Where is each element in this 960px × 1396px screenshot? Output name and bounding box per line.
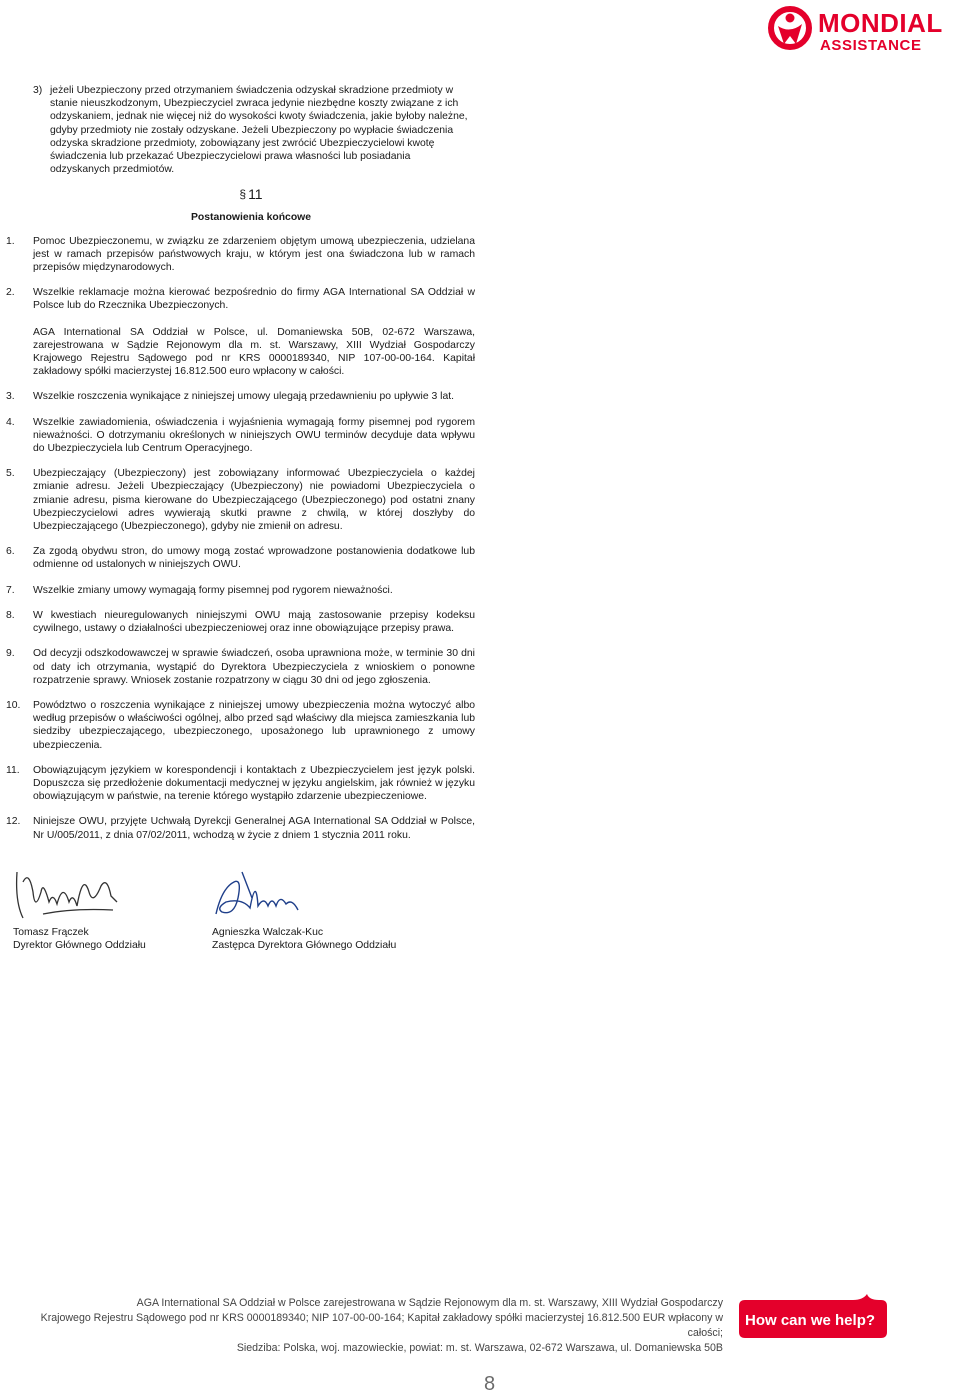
clause-text: jeżeli Ubezpieczony przed otrzymaniem świadczenia odzyskał skradzione przedmioty w stanie nieuszkodzonym, Ubezpieczyciel zwraca jedynie niezbędne koszty związane z ich odzyskaniem, jednak nie więcej niż do wysokości kwoty świadczenia, jakie byłoby należne, gdyby przedmioty nie zostały odzyskane. Jeżeli Ubezpieczony po wypłacie świadczenia odzyska skradzione przedmioty, zobowiązany jest zwrócić Ubezpieczycielowi kwotę świadczenia lub przekazać Ubezpieczycielowi prawa własności lub posiadania odzyskanych przedmiotów.: [50, 85, 468, 176]
provision-paragraph: Powództwo o roszczenia wynikające z niniejszej umowy ubezpieczenia można wytoczyć albo według przepisów o właściwości ogólnej, albo przed sąd właściwy dla miejsca zamieszkania lub siedziby ubezpieczającego, ubezpieczonego, uposażonego lub uprawnionego z umowy ubezpieczenia.: [33, 699, 475, 751]
section-title: Postanowienia końcowe: [190, 212, 312, 224]
provision-paragraph: Za zgodą obydwu stron, do umowy mogą zostać wprowadzone postanowienia dodatkowe lub odmienne od ustalonych w niniejszych OWU.: [33, 546, 475, 571]
footer-line-3: Siedziba: Polska, woj. mazowieckie, powiat: m. st. Warszawa, 02-672 Warszawa, ul. Domaniewska 50B: [236, 1342, 723, 1354]
document-body: [0, 84, 960, 854]
provision-text: [33, 609, 475, 635]
provisions-list: [0, 235, 960, 842]
provision-paragraph: Niniejsze OWU, przyjęte Uchwałą Dyrekcji Generalnej AGA International SA Oddział w Polsce, Nr U/005/2011, z dnia 07/02/2011, wchodzą w życie z dniem 1 stycznia 2011 roku.: [33, 816, 475, 841]
provision-text: [33, 467, 475, 533]
footer-line-1: AGA International SA Oddział w Polsce zarejestrowana w Sądzie Rejonowym dla m. st. Warszawy, XIII Wydział Gospodarczy: [136, 1297, 723, 1309]
provision-paragraph: Wszelkie roszczenia wynikające z niniejszej umowy ulegają przedawnieniu po upływie 3 lat.: [33, 391, 455, 403]
provision-number: 2.: [6, 287, 15, 299]
provision-text: [33, 235, 475, 275]
provision-text: [33, 545, 475, 571]
section-number: 11: [248, 186, 263, 203]
section-heading: [33, 188, 469, 204]
signatory-2-role: Zastępca Dyrektora Głównego Oddziału: [212, 940, 397, 952]
signatory-1: [13, 862, 146, 952]
provision-item: [0, 545, 475, 571]
provision-paragraph: Od decyzji odszkodowawczej w sprawie świadczeń, osoba uprawniona może, w terminie 30 dni od daty ich otrzymania, wystąpić do Dyrektora Ubezpieczyciela z wnioskiem o ponowne rozpatrzenie sprawy. Wniosek zostanie rozpatrzony w ciągu 30 dni od jego zgłoszenia.: [33, 648, 475, 686]
provision-paragraph: Wszelkie reklamacje można kierować bezpośrednio do firmy AGA International SA Oddział w Polsce lub do Rzecznika Ubezpieczonych.: [33, 287, 475, 312]
provision-text: [33, 815, 475, 841]
provision-number: 12.: [6, 816, 21, 828]
brand-logo: [766, 2, 956, 54]
company-footer: [23, 1296, 723, 1356]
provision-item: [0, 416, 475, 456]
signatory-1-role: Dyrektor Głównego Oddziału: [13, 940, 146, 952]
signatory-1-name: Tomasz Frączek: [13, 927, 89, 938]
clause-item-3: [33, 84, 469, 176]
provision-item: [0, 584, 475, 597]
provision-paragraph: W kwestiach nieuregulowanych niniejszymi OWU mają zastosowanie przepisy kodeksu cywilnego, ustawy o działalności ubezpieczeniowej oraz inne obowiązujące przepisy prawa.: [33, 609, 475, 635]
provision-item: [0, 235, 475, 275]
provision-item: [0, 699, 475, 752]
provision-text: [33, 699, 475, 752]
provision-item: [0, 286, 475, 378]
provision-number: 10.: [6, 699, 21, 711]
provision-item: [0, 815, 475, 841]
provision-text: [33, 390, 475, 403]
provision-number: 6.: [6, 546, 15, 558]
signatory-2: [212, 868, 396, 952]
provision-number: 4.: [6, 416, 15, 428]
provision-text: [33, 647, 475, 687]
provision-item: [0, 647, 475, 687]
provision-text: [33, 286, 475, 378]
provision-paragraph: Wszelkie zawiadomienia, oświadczenia i wyjaśnienia wymagają formy pisemnej pod rygorem nieważności. O dotrzymaniu określonych w niniejszych OWU terminów decyduje data wpływu do Ubezpieczyciela lub Centrum Operacyjnego.: [33, 416, 475, 455]
signatory-2-name: Agnieszka Walczak-Kuc: [212, 927, 324, 938]
provision-paragraph: AGA International SA Oddział w Polsce, ul. Domaniewska 50B, 02-672 Warszawa, zarejestrowana w Sądzie Rejonowym dla m. st. Warszawy, XIII Wydział Gospodarczy Krajowego Rejestru Sądowego pod nr KRS 0000189340, NIP 107-00-00-164. Kapitał zakładowy spółki macierzystej 16.812.500 euro wpłacony w całości.: [33, 326, 475, 378]
provision-paragraph: Obowiązującym językiem w korespondencji i kontaktach z Ubezpieczycielem jest język polski. Dopuszcza się przedłożenie dokumentacji medycznej w języku angielskim, jak również w języku obowiązującym w państwie, na terenie którego wystąpiło zdarzenie ubezpieczeniowe.: [33, 764, 475, 803]
mondial-emblem-icon: [766, 4, 816, 52]
provision-paragraph: Wszelkie zmiany umowy wymagają formy pisemnej pod rygorem nieważności.: [33, 584, 393, 596]
clause-number: 3): [33, 85, 43, 96]
provision-item: [0, 764, 475, 804]
handwritten-signature-1: [13, 862, 123, 924]
provision-item: [0, 467, 475, 533]
provision-text: [33, 416, 475, 456]
help-label: How can we help?: [745, 1312, 876, 1329]
brand-name-line1: MONDIAL: [818, 8, 943, 38]
provision-text: [33, 584, 475, 597]
provision-paragraph: Pomoc Ubezpieczonemu, w związku ze zdarzeniem objętym umową ubezpieczenia, udzielana jest w ramach przepisów państwowych kraju, w którym jest ona świadczona lub w ramach przepisów międzynarodowych.: [33, 235, 475, 274]
help-speech-bubble: [733, 1290, 893, 1350]
provision-item: [0, 609, 475, 635]
page-number: 8: [484, 1373, 496, 1395]
provision-number: 7.: [6, 584, 15, 596]
provision-number: 5.: [6, 468, 15, 480]
provision-number: 8.: [6, 609, 15, 621]
provision-number: 1.: [6, 235, 15, 247]
provision-number: 11.: [6, 764, 20, 776]
footer-line-2: Krajowego Rejestru Sądowego pod nr KRS 0000189340; NIP 107-00-00-164; Kapitał zakładowy spółki macierzystej 16.812.500 EUR wpłacony w całości;: [40, 1312, 723, 1339]
signatures-area: [0, 862, 960, 962]
provision-paragraph: Ubezpieczający (Ubezpieczony) jest zobowiązany informować Ubezpieczyciela o każdej zmianie adresu. Jeżeli Ubezpieczający (Ubezpieczony) nie powiadomi Ubezpieczyciela o zmianie adresu, pisma kierowane do Ubezpieczającego (Ubezpieczonego) pod ostatni znany Ubezpieczycielowi adres wywierają skutki prawne z chwilą, w której doszłyby do Ubezpieczającego (Ubezpieczonego), gdyby nie zmienił on adresu.: [33, 468, 475, 533]
provision-text: [33, 764, 475, 804]
provision-item: [0, 390, 475, 403]
provision-number: 3.: [6, 391, 15, 403]
provision-number: 9.: [6, 648, 15, 660]
handwritten-signature-2: [212, 868, 312, 924]
section-symbol: §: [239, 187, 247, 202]
brand-name-line2: ASSISTANCE: [820, 37, 922, 54]
